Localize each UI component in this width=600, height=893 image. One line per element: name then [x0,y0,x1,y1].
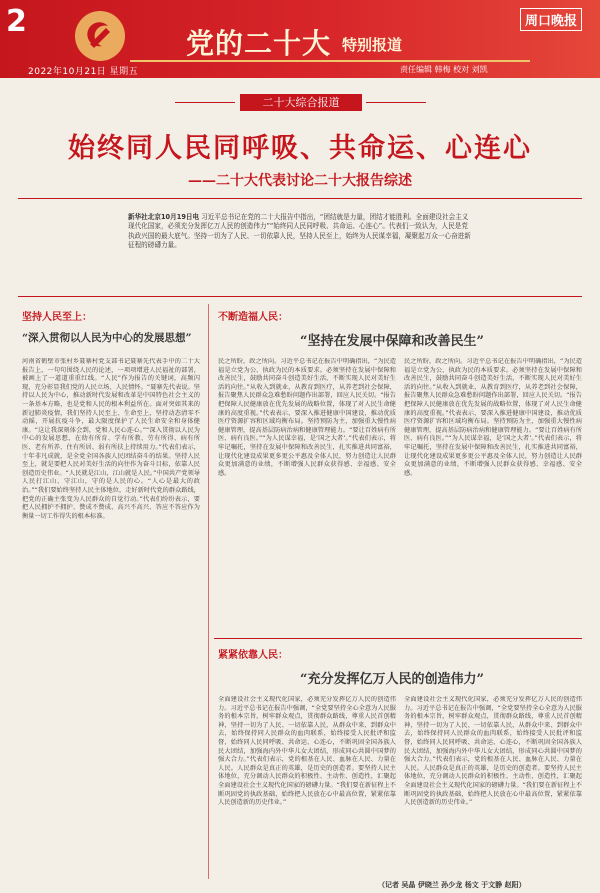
divider [175,102,235,103]
lead-text: 习近平总书记在党的二十大报告中指出，“团结就是力量，团结才能胜利。全面建设社会主义现代化国家，必须充分发挥亿万人民的创造伟力”“始终同人民同呼吸、共命运、心连心”。代表们一致认为，人民是党执政兴国的最大底气。坚持一切为了人民、一切依靠人民，坚持人民至上，始终为人民谋幸福，凝聚起万众一心奋进新征程的磅礴力量。 [128,213,471,250]
section-1-body: 河南省鹤壁市张村乡聂寨村党支部书记聂寨先代表手中的二十大报告上，一句句围绕人民的论述，一项项增进人民福祉的部署，被画上了一道道重重红线。“人民”作为报告的关键词，高频闪现，充分彰显我们党的人民立场、人民情怀。“聂寨先代表说。坚持以人民为中心，推动新时代发展和改革是中国特色社会主义的一条基本方略，也是党和人民的根本利益所在。面对突如其来的新冠肺炎疫情，我们坚持人民至上、生命至上，坚持动态清零不动摇，开展抗疫斗争，最大限度保护了人民生命安全和身体健康。“这让我深刻体会到，党和人民心连心。”“深入贯彻以人民为中心的发展思想，在幼有所育、学有所教、劳有所得、病有所医、老有所养、住有所居、弱有所扶上持续用力。”代表们表示，十年非凡成就，是全党全国各族人民团结奋斗的结果。坚持人民至上，就是要把人民对美好生活的向往作为奋斗目标，依靠人民创造历史伟业。“人民就是江山，江山就是人民。”中国共产党领导人民打江山、守江山，守的是人民的心。“人心是最大的政治。”“我们要始终坚持人民主体地位，走好新时代党的群众路线，把党的正确主张变为人民群众的自觉行动。”代表们纷纷表示，要把人民拥护不拥护、赞成不赞成、高兴不高兴、答应不答应作为衡量一切工作得失的根本标准。 [22,358,200,520]
byline: （记者 吴晶 伊晓兰 孙少龙 杨文 于文静 赵阳） [378,881,526,889]
headline: 始终同人民同呼吸、共命运、心连心 [68,133,532,164]
section-3-title: “充分发挥亿万人民的创造伟力” [300,672,484,687]
masthead-subtitle: 特别报道 [342,36,403,54]
section-2-body-b: 民之所盼，政之所向。习近平总书记在报告中明确指出，“为民造福是立党为公、执政为民的本质要求。必须坚持在发展中保障和改善民生，鼓励共同奋斗创造美好生活，不断实现人民对美好生活的向往。”从收入到就业，从教育到医疗，从养老到社会保障，报告聚焦人民群众急难愁盼问题作出部署，回应人民关切。“报告把保障人民健康放在优先发展的战略位置，体现了对人民生命健康的高度重视。”代表表示，要深入推进健康中国建设，推动优质医疗资源扩容和区域均衡布局。坚持预防为主，加强重大慢性病健康管理，提高基层防病治病和健康管理能力。“要让百姓病有所医、病有良医。”“为人民谋幸福，是‘国之大者’。”代表们表示，将牢记嘱托，坚持在发展中保障和改善民生，扎实推进共同富裕，让现代化建设成果更多更公平惠及全体人民，努力创造让人民群众更加满意的业绩，不断增强人民群众获得感、幸福感、安全感。 [404,358,582,477]
banner-label: 二十大综合报道 [240,94,362,111]
paper-logo: 周口晚报 [520,8,582,31]
lead-source: 新华社北京10月19日电 [128,213,200,221]
divider [214,638,582,639]
editor-credits: 责任编辑 韩梅 校对 刘凯 [400,65,488,74]
page-number: 2 [6,4,27,39]
section-2-title: “坚持在发展中保障和改善民生” [300,334,484,349]
section-1-title: “深入贯彻以人民为中心的发展思想” [22,332,192,344]
dateline: 2022年10月21日 星期五 [28,67,139,77]
section-3-label: 紧紧依靠人民： [218,650,288,661]
column-divider [208,304,209,879]
section-3-body-a: 全面建设社会主义现代化国家，必须充分发挥亿万人民的创造伟力。习近平总书记在报告中强调，“全党要坚持全心全意为人民服务的根本宗旨，树牢群众观点，贯彻群众路线，尊重人民首创精神，坚持一切为了人民、一切依靠人民，从群众中来、到群众中去，始终保持同人民群众的血肉联系，始终接受人民批评和监督，始终同人民同呼吸、共命运、心连心，不断巩固全国各族人民大团结，加强海内外中华儿女大团结，形成同心共圆中国梦的强大合力。”代表们表示，党的根基在人民、血脉在人民、力量在人民。人民群众是真正的英雄，是历史的创造者。要坚持人民主体地位，充分调动人民群众的积极性、主动性、创造性，汇聚起全面建设社会主义现代化国家的磅礴力量。“我们要在新征程上不断巩固党的执政基础，始终把人民放在心中最高位置，紧紧依靠人民创造新的历史伟业。” [218,696,396,807]
section-1-label: 坚持人民至上： [22,312,92,323]
masthead-title: 党的二十大 [186,27,332,60]
section-2-label: 不断造福人民： [218,312,288,323]
section-2-body-a: 民之所盼，政之所向。习近平总书记在报告中明确指出，“为民造福是立党为公、执政为民的本质要求。必须坚持在发展中保障和改善民生，鼓励共同奋斗创造美好生活，不断实现人民对美好生活的向往。”从收入到就业，从教育到医疗，从养老到社会保障，报告聚焦人民群众急难愁盼问题作出部署，回应人民关切。“报告把保障人民健康放在优先发展的战略位置，体现了对人民生命健康的高度重视。”代表表示，要深入推进健康中国建设，推动优质医疗资源扩容和区域均衡布局。坚持预防为主，加强重大慢性病健康管理，提高基层防病治病和健康管理能力。“要让百姓病有所医、病有良医。”“为人民谋幸福，是‘国之大者’。”代表们表示，将牢记嘱托，坚持在发展中保障和改善民生，扎实推进共同富裕，让现代化建设成果更多更公平惠及全体人民，努力创造让人民群众更加满意的业绩，不断增强人民群众获得感、幸福感、安全感。 [218,358,396,477]
subheadline: ——二十大代表讨论二十大报告综述 [188,173,412,189]
section-3-body-b: 全面建设社会主义现代化国家，必须充分发挥亿万人民的创造伟力。习近平总书记在报告中强调，“全党要坚持全心全意为人民服务的根本宗旨，树牢群众观点，贯彻群众路线，尊重人民首创精神，坚持一切为了人民、一切依靠人民，从群众中来、到群众中去，始终保持同人民群众的血肉联系，始终接受人民批评和监督，始终同人民同呼吸、共命运、心连心，不断巩固全国各族人民大团结，加强海内外中华儿女大团结，形成同心共圆中国梦的强大合力。”代表们表示，党的根基在人民、血脉在人民、力量在人民。人民群众是真正的英雄，是历史的创造者。要坚持人民主体地位，充分调动人民群众的积极性、主动性、创造性，汇聚起全面建设社会主义现代化国家的磅礴力量。“我们要在新征程上不断巩固党的执政基础，始终把人民放在心中最高位置，紧紧依靠人民创造新的历史伟业。” [404,696,582,807]
divider [18,198,582,199]
lead-paragraph [128,213,472,251]
decorative-line [130,60,530,62]
party-emblem-icon [72,8,128,64]
divider [366,102,426,103]
divider [18,296,582,297]
masthead [0,0,600,78]
